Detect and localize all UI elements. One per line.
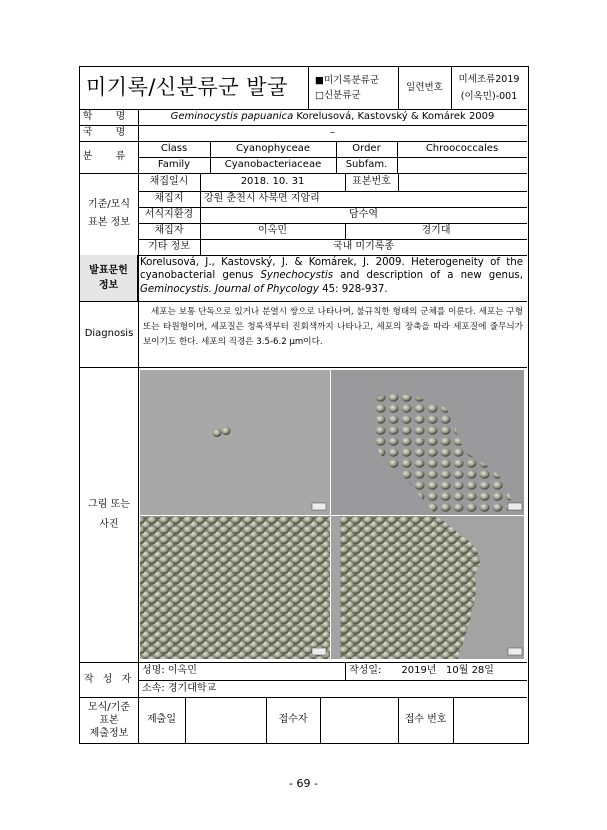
- collection-site-value: 강원 춘천시 사북면 지암리: [204, 193, 320, 204]
- author-name: 성명: 이옥민: [142, 665, 197, 676]
- diagnosis-label: Diagnosis: [84, 328, 134, 339]
- order-label: Order: [352, 143, 381, 154]
- submission-label-line-3: 제출정보: [89, 727, 129, 739]
- figure-label-line-2: 사진: [99, 518, 119, 530]
- scientific-name-value: [138, 109, 527, 125]
- panel-1: [140, 370, 330, 515]
- collector-value: 이옥민: [258, 225, 287, 236]
- genus-species: Geminocystis papuanica: [170, 111, 294, 122]
- collection-date-label: 채집일시: [149, 176, 189, 187]
- receiver-field[interactable]: [320, 697, 398, 743]
- row-divider: [80, 367, 527, 368]
- form-title: 미기록/신분류군 발굴: [86, 75, 288, 100]
- figure-label: [80, 367, 138, 662]
- family-label: Family: [157, 159, 191, 170]
- serial-value-line-2: (이옥민)-001: [460, 90, 518, 102]
- page-number: - 69 -: [289, 777, 318, 790]
- order-value: Chroococcales: [425, 143, 499, 154]
- author-date: [345, 662, 527, 680]
- classification-label: 분 류: [82, 151, 136, 162]
- receipt-number-label: 접수 번호: [404, 714, 447, 725]
- specimen-number-value: [398, 173, 527, 191]
- korean-name-value: –: [330, 127, 335, 138]
- diagnosis-text: [138, 301, 527, 367]
- collector-label: 채집자: [154, 225, 184, 236]
- scientific-name-label: 학 명: [82, 111, 136, 122]
- collector-affiliation: 경기대: [421, 225, 451, 236]
- citation-volume: 45: 928-937.: [318, 283, 388, 295]
- micrograph-panel: [140, 370, 524, 659]
- other-info-value: 국내 미기록종: [332, 241, 395, 252]
- receipt-number-field[interactable]: [453, 697, 527, 743]
- specimen-label-line-1: 기준/모식: [87, 199, 130, 210]
- submit-date-field[interactable]: [185, 697, 266, 743]
- authority: Korelusová, Kastovský & Komárek 2009: [293, 111, 495, 122]
- category-checkboxes: [308, 69, 398, 107]
- reference-citation: [138, 255, 527, 301]
- specimen-number-label: 표본번호: [352, 176, 391, 187]
- habitat-label: 서식지환경: [144, 209, 194, 220]
- author-label: 작 성 자: [83, 673, 135, 685]
- author-date-value: 2019년 10월 28일: [401, 665, 494, 676]
- specimen-info-label: [80, 173, 138, 255]
- micrograph-figure: [140, 370, 524, 659]
- citation-text: and description of a new genus,: [333, 270, 523, 282]
- scale-bar: [312, 648, 326, 655]
- subfamily-label: Subfam.: [345, 159, 388, 170]
- figure-label-line-1: 그림 또는: [88, 498, 130, 510]
- author-affiliation: 소속: 경기대학교: [142, 682, 217, 694]
- specimen-record-form: [79, 66, 529, 744]
- cell-pair: [213, 429, 222, 437]
- cell-pair: [222, 427, 231, 435]
- submission-label: [80, 697, 138, 743]
- collection-site-label: 채집지: [154, 193, 184, 204]
- reference-label-line-2: 정보: [98, 279, 119, 291]
- checkbox-unrecorded[interactable]: ■미기록분류군: [315, 74, 380, 86]
- serial-number-value: [451, 67, 527, 109]
- submission-label-line-2: 표본: [99, 714, 119, 726]
- checkbox-new-taxon[interactable]: □신분류군: [315, 90, 361, 101]
- scale-bar: [312, 503, 326, 510]
- serial-number-label: 일련번호: [406, 82, 443, 94]
- scale-bar: [508, 648, 522, 655]
- korean-name-label: 국 명: [82, 127, 136, 138]
- submission-label-line-1: 모식/기준: [87, 701, 130, 713]
- class-value: Cyanophyceae: [235, 143, 311, 154]
- scale-bar: [508, 503, 522, 510]
- family-value: Cyanobacteriaceae: [224, 159, 322, 170]
- citation-text: Korelusová, J., Kastovský, J. & Komárek, J. 2009. Heterogeneity of the cyanobacterial genus: [140, 257, 523, 282]
- subfamily-value: [397, 157, 527, 173]
- diagnosis-paragraph: 세포는 보통 단독으로 있거나 분열시 쌍으로 나타나며, 불규칙한 형태의 군체를 이룬다. 세포는 구형 또는 타원형이며, 세포질은 청록색부터 진회색까지 나타나고, 세포의 장축을 따라 세포질에 줄무늬가 보이기도 한다. 세포의 직경은 3.5-6.2 μm이다.: [143, 307, 523, 347]
- other-info-label: 기타 정보: [148, 241, 190, 252]
- collection-date-value: 2018. 10. 31: [240, 176, 305, 187]
- serial-value-line-1: 미세조류2019: [458, 74, 520, 86]
- reference-label: [80, 255, 138, 301]
- reference-label-line-1: 발표문헌: [89, 264, 128, 276]
- specimen-label-line-2: 표본 정보: [88, 217, 130, 228]
- citation-journal: Geminocystis. Journal of Phycology: [140, 283, 319, 295]
- panel-3: [140, 516, 330, 659]
- citation-genus: Synechocystis: [260, 270, 334, 282]
- author-date-label: 작성일:: [349, 665, 382, 676]
- habitat-value: 담수역: [349, 209, 378, 220]
- submit-date-label: 제출일: [147, 714, 176, 725]
- class-label: Class: [160, 143, 188, 154]
- receiver-label: 접수자: [278, 714, 308, 725]
